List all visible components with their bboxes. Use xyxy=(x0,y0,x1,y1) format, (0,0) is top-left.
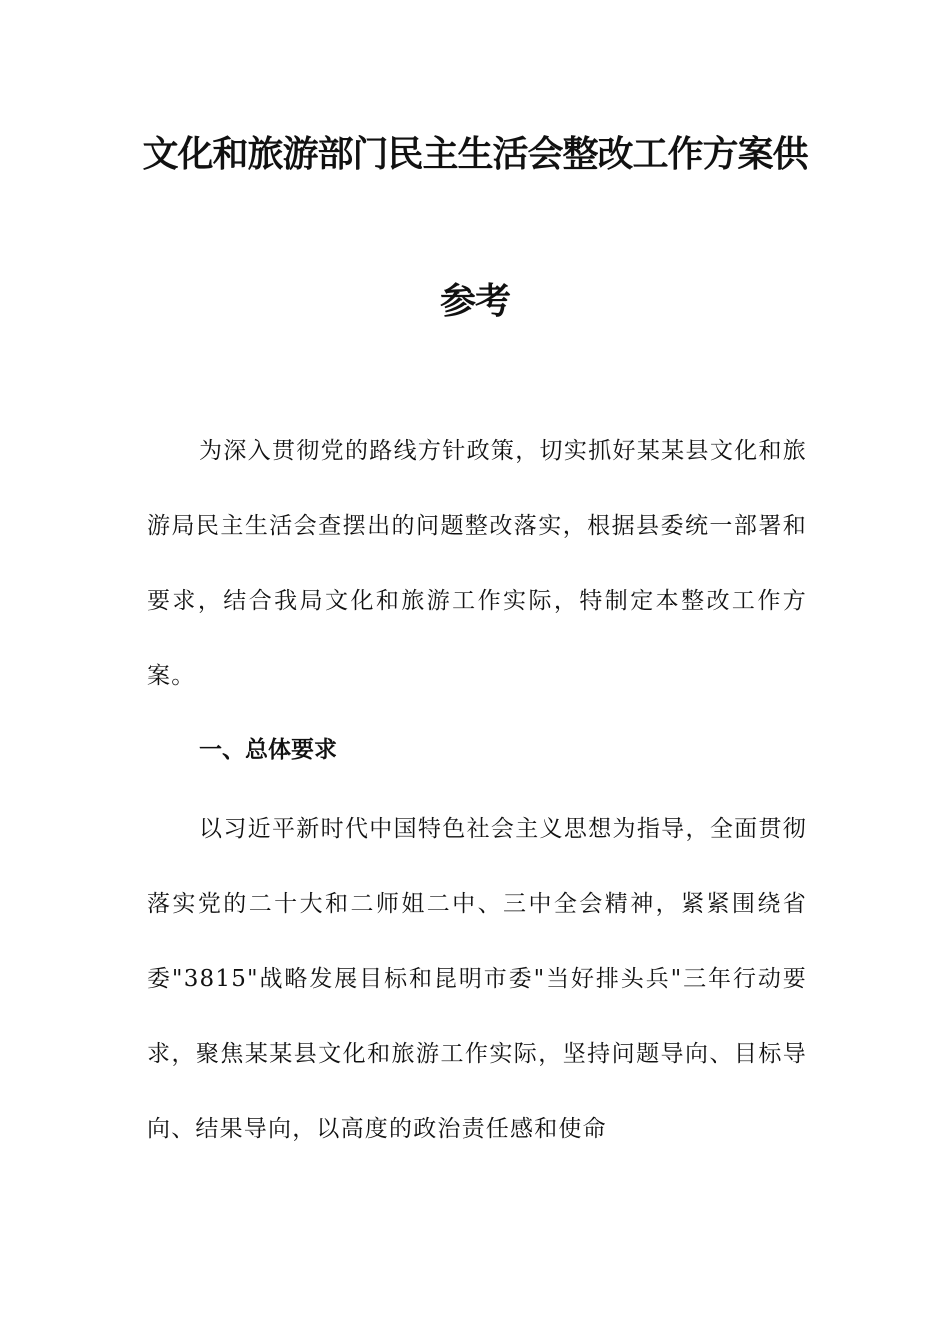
section-heading-overall-requirements: 一、总体要求 xyxy=(199,737,337,763)
document-title-line-2: 参考 xyxy=(439,281,510,322)
document-title-line-1: 文化和旅游部门民主生活会整改工作方案供 xyxy=(142,134,808,175)
section-paragraph-overall-requirements: 以习近平新时代中国特色社会主义思想为指导，全面贯彻落实党的二十大和二师姐二中、三中全会精神，紧紧围绕省委"3815"战略发展目标和昆明市委"当好排头兵"三年行动要求，聚焦某某县文化和旅游工作实际，坚持问题导向、目标导向、结果导向，以高度的政治责任感和使命 xyxy=(147,816,807,1142)
intro-paragraph: 为深入贯彻党的路线方针政策，切实抓好某某县文化和旅游局民主生活会查摆出的问题整改落实，根据县委统一部署和要求，结合我局文化和旅游工作实际，特制定本整改工作方案。 xyxy=(147,438,807,689)
